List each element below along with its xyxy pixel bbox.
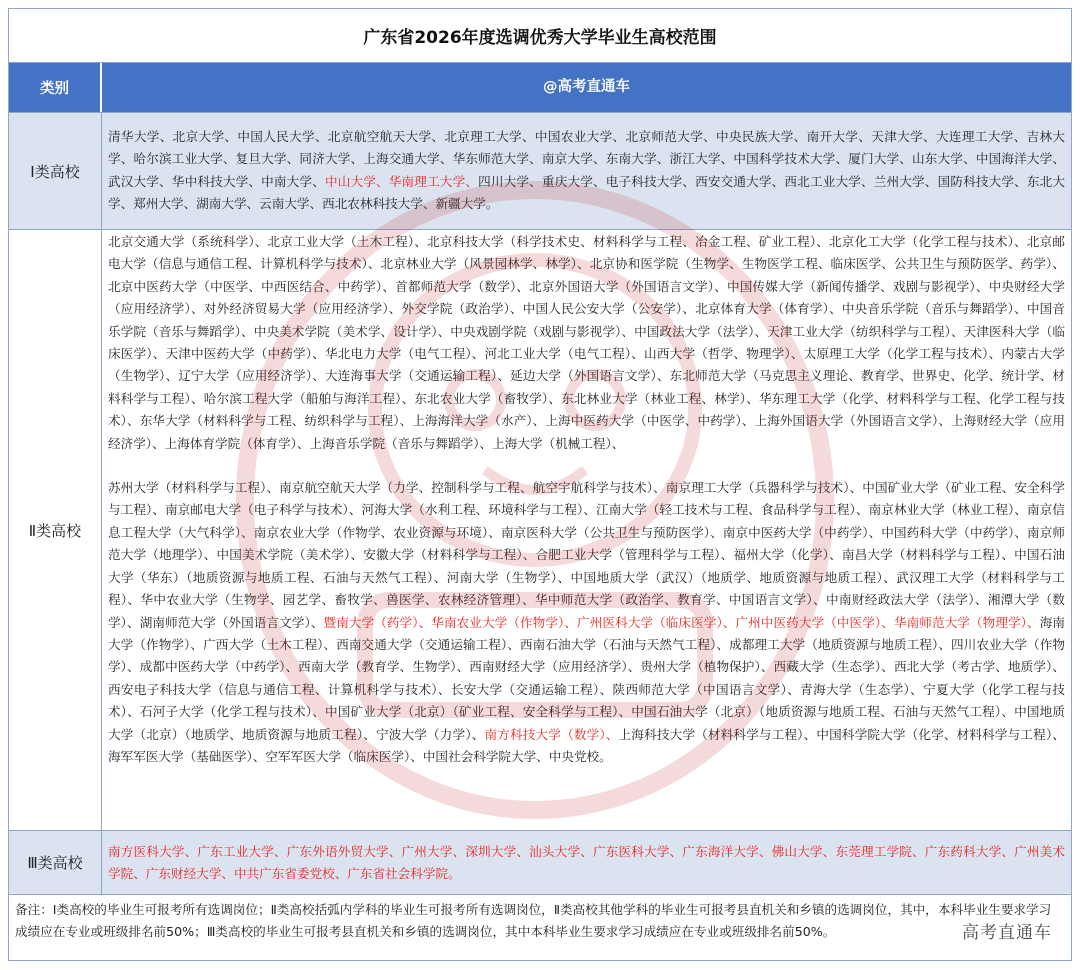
tier2-para1: 北京交通大学（系统科学）、北京工业大学（土木工程）、北京科技大学（科学技术史、材料科学与工程、冶金工程、矿业工程）、北京化工大学（化学工程与技术）、北京邮电大学（信息与通信工程、计算机科学与技术）、北京林业大学（风景园林学、林学）、北京协和医学院（生物学、生物医学工程、临床医学、公共卫生与预防医学、药学）、北京中医药大学（中医学、中西医结合、中药学）、首都师范大学（数学）、北京外国语大学（外国语言文学）、中国传媒大学（新闻传播学、戏剧与影视学）、中央财经大学（应用经济学）、对外经济贸易大学（应用经济学）、外交学院（政治学）、中国人民公安大学（公安学）、北京体育大学（体育学）、中央音乐学院（音乐与舞蹈学）、中国音乐学院（音乐与舞蹈学）、中央美术学院（美术学、设计学）、中央戏剧学院（戏剧与影视学）、中国政法大学（法学）、天津工业大学（纺织科学与工程）、天津医科大学（临床医学）、天津中医药大学（中药学）、华北电力大学（电气工程）、河北工业大学（电气工程）、山西大学（哲学、物理学）、太原理工大学（化学工程与技术）、内蒙古大学（生物学）、辽宁大学（应用经济学）、大连海事大学（交通运输工程）、延边大学（外国语言文学）、东北师范大学（马克思主义理论、教育学、世界史、化学、统计学、材料科学与工程）、哈尔滨工程大学（船舶与海洋工程）、东北农业大学（畜牧学）、东北林业大学（林业工程、林学）、华东理工大学（化学、材料科学与工程、化学工程与技术）、东华大学（材料科学与工程、纺织科学与工程）、上海海洋大学（水产）、上海中医药大学（中医学、中药学）、上海外国语大学（外国语言文学）、上海财经大学（应用经济学）、上海体育学院（体育学）、上海音乐学院（音乐与舞蹈学）、上海大学（机械工程）、 [108,234,1065,451]
table-note: 备注：Ⅰ类高校的毕业生可报考所有选调岗位；Ⅱ类高校括弧内学科的毕业生可报考所有选调岗位，Ⅱ类高校其他学科的毕业生可报考县直机关和乡镇的选调岗位，其中，本科毕业生要求学习成绩应在专业或班级排名前50%；Ⅲ类高校的毕业生可报考县直机关和乡镇的选调岗位，其中本科毕业生要求学习成绩应在专业或班级排名前50%。 [9,895,1071,960]
tier3-text-highlight: 南方医科大学、广东工业大学、广东外语外贸大学、广州大学、深圳大学、汕头大学、广东医科大学、广东海洋大学、佛山大学、东莞理工学院、广东药科大学、广州美术学院、广东财经大学、中共广东省委党校、广东省社会科学院。 [108,844,1065,882]
table-row-tier2 [9,230,1071,831]
tier2-para2-c: 上海科技大学（材料科学与工程）、中国科学院大学（化学、材料科学与工程）、海军军医大学（基础医学）、空军军医大学（临床医学）、中国社会科学院大学、中央党校。 [108,726,1065,764]
tier1-text-highlight: 中山大学、华南理工大学、 [324,173,479,189]
tier2-para2-highlight2: 南方科技大学（数学）、 [484,726,619,742]
table-header-row [9,63,1071,113]
tier2-para2-a: 苏州大学（材料科学与工程）、南京航空航天大学（力学、控制科学与工程、航空宇航科学与技术）、南京理工大学（兵器科学与技术）、中国矿业大学（矿业工程、安全科学与工程）、南京邮电大学（电子科学与技术）、河海大学（水利工程、环境科学与工程）、江南大学（轻工技术与工程、食品科学与工程）、南京林业大学（林业工程）、南京信息工程大学（大气科学）、南京农业大学（作物学、农业资源与环境）、南京医科大学（公共卫生与预防医学）、南京中医药大学（中药学）、中国药科大学（中药学）、南京师范大学（地理学）、中国美术学院（美术学）、安徽大学（材料科学与工程）、合肥工业大学（管理科学与工程）、福州大学（化学）、南昌大学（材料科学与工程）、中国石油大学（华东）（地质资源与地质工程、石油与天然气工程）、河南大学（生物学）、中国地质大学（武汉）（地质学、地质资源与地质工程）、武汉理工大学（材料科学与工程）、华中农业大学（生物学、园艺学、畜牧学、兽医学、农林经济管理）、华中师范大学（政治学、教育学、中国语言文学）、中南财经政法大学（法学）、湘潭大学（数学）、湖南师范大学（外国语言文学）、 [108,480,1065,630]
selection-table [8,8,1072,961]
table-row-tier1 [9,113,1071,230]
tier2-para2-b: 海南大学（作物学）、广西大学（土木工程）、西南交通大学（交通运输工程）、西南石油大学（石油与天然气工程）、成都理工大学（地质资源与地质工程）、四川农业大学（作物学）、成都中医药大学（中药学）、西南大学（教育学、生物学）、西南财经大学（应用经济学）、贵州大学（植物保护）、西藏大学（生态学）、西北大学（考古学、地质学）、西安电子科技大学（信息与通信工程、计算机科学与技术）、长安大学（交通运输工程）、陕西师范大学（中国语言文学）、青海大学（生态学）、宁夏大学（化学工程与技术）、石河子大学（化学工程与技术）、中国矿业大学（北京）（矿业工程、安全科学与工程）、中国石油大学（北京）（地质资源与地质工程、石油与天然气工程）、中国地质大学（北京）（地质学、地质资源与地质工程）、宁波大学（力学）、 [108,614,1065,742]
tier1-text-a: 清华大学、北京大学、中国人民大学、北京航空航天大学、北京理工大学、中国农业大学、北京师范大学、中央民族大学、南开大学、天津大学、大连理工大学、吉林大学、哈尔滨工业大学、复旦大学、同济大学、上海交通大学、华东师范大学、南京大学、东南大学、浙江大学、中国科学技术大学、厦门大学、山东大学、中国海洋大学、武汉大学、华中科技大学、中南大学、 [108,129,1065,189]
tier2-label: Ⅱ类高校 [9,230,102,830]
tier1-text-b: 四川大学、重庆大学、电子科技大学、西安交通大学、西北工业大学、兰州大学、国防科技大学、东北大学、郑州大学、湖南大学、云南大学、西北农林科技大学、新疆大学。 [108,173,1066,212]
tier3-schools [102,831,1071,894]
table-title: 广东省2026年度选调优秀大学毕业生高校范围 [9,9,1071,63]
header-watermark: @高考直通车 [543,79,630,96]
table-row-tier3 [9,831,1071,895]
tier2-schools [102,230,1071,830]
watermark-text: 高考直通车 [962,923,1052,943]
tier2-para2 [108,477,1065,768]
tier1-schools [102,113,1071,229]
tier1-label: Ⅰ类高校 [9,113,102,229]
tier2-para2-highlight: 暨南大学（药学）、华南农业大学（作物学）、广州医科大学（临床医学）、广州中医药大学（中医学）、华南师范大学（物理学）、 [323,614,1040,630]
tier3-label: Ⅲ类高校 [9,831,102,894]
header-category: 类别 [9,63,102,112]
paragraph-spacer [108,455,1065,477]
